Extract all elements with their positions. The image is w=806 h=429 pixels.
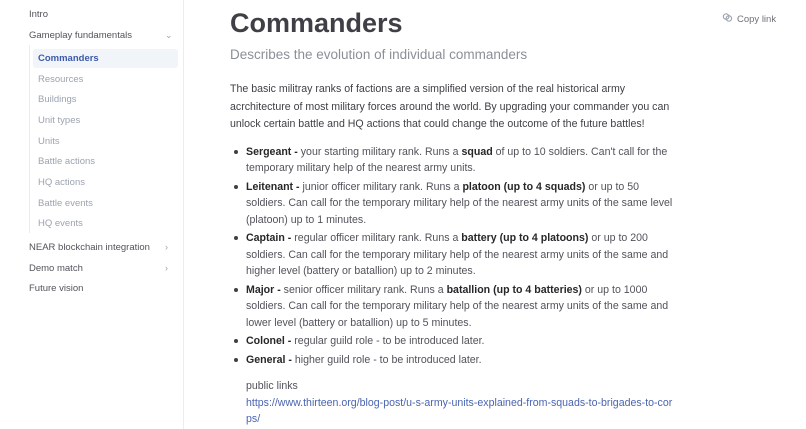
rank-name: General - xyxy=(246,353,292,366)
sidebar-subitem-hq-actions[interactable]: HQ actions xyxy=(38,177,85,188)
sidebar-item-near-blockchain[interactable]: NEAR blockchain integration xyxy=(29,242,150,253)
list-item xyxy=(230,352,675,369)
link-icon xyxy=(722,12,733,26)
list-item xyxy=(230,144,675,177)
sidebar-subitem-commanders[interactable]: Commanders xyxy=(33,49,178,68)
sidebar-item-intro[interactable]: Intro xyxy=(29,9,49,20)
rank-text: or up to 50 soldiers. Can call for the temporary military help of the nearest army units of the same level (platoon) up to 1 minutes. xyxy=(246,180,673,226)
rank-text: senior officer military rank. Runs a xyxy=(280,283,447,296)
list-item xyxy=(230,230,675,280)
rank-unit: battery (up to 4 platoons) xyxy=(461,232,589,244)
public-link[interactable]: https://www.thirteen.org/blog-post/u-s-army-units-explained-from-squads-to-brigades-to-corps/ xyxy=(246,396,673,425)
rank-text: regular guild role - to be introduced later. xyxy=(291,335,485,347)
rank-name: Sergeant - xyxy=(246,145,298,158)
list-item xyxy=(230,179,675,229)
rank-name: Colonel - xyxy=(246,335,292,347)
page-title: Commanders xyxy=(230,8,403,38)
sidebar-item-demo-match[interactable]: Demo match xyxy=(29,263,83,274)
sidebar-subitem-battle-events[interactable]: Battle events xyxy=(38,198,93,209)
sidebar-subitem-resources[interactable]: Resources xyxy=(38,74,84,85)
intro-paragraph: The basic militray ranks of factions are a simplified version of the real historical army acrchitecture of most military forces around the world. By upgrading your commander you can unlock certain battle and HQ actions that could change the outcome of the future battles! xyxy=(230,83,670,130)
rank-unit: squad xyxy=(461,145,493,158)
rank-text: higher guild role - to be introduced later. xyxy=(291,353,482,366)
ranks-list xyxy=(230,144,675,369)
sidebar-subitem-hq-events[interactable]: HQ events xyxy=(38,218,83,229)
sidebar-subitem-unit-types[interactable]: Unit types xyxy=(38,115,81,126)
rank-unit: batallion (up to 4 batteries) xyxy=(446,283,582,296)
rank-name: Captain - xyxy=(246,232,292,244)
rank-name: Major - xyxy=(246,283,281,296)
rank-text: your starting military rank. Runs a xyxy=(297,145,462,158)
sidebar-subitem-units[interactable]: Units xyxy=(38,136,60,147)
copy-link-button[interactable] xyxy=(722,12,776,26)
list-item xyxy=(230,333,675,350)
rank-unit: platoon (up to 4 squads) xyxy=(462,180,586,193)
sidebar-item-gameplay-fundamentals[interactable]: Gameplay fundamentals xyxy=(29,30,132,41)
page-subtitle: Describes the evolution of individual commanders xyxy=(230,47,528,62)
rank-name: Leitenant - xyxy=(246,180,300,193)
rank-text: of up to 10 soldiers. Can't call for the temporary military help of the nearest army units. xyxy=(246,145,668,174)
rank-text: junior officer military rank. Runs a xyxy=(299,180,463,193)
list-item xyxy=(230,282,675,332)
public-links-label: public links xyxy=(246,380,298,392)
public-links xyxy=(230,378,675,428)
rank-text: regular officer military rank. Runs a xyxy=(291,232,462,244)
rank-text: or up to 200 soldiers. Can call for the temporary military help of the nearest army units of the same and higher level (battery or batallion) up to 2 minutes. xyxy=(246,232,669,277)
page-content xyxy=(230,81,675,428)
copy-link-label: Copy link xyxy=(737,13,777,25)
chevron-right-icon[interactable]: › xyxy=(165,242,168,252)
subnav-line xyxy=(29,45,30,233)
sidebar-subitem-battle-actions[interactable]: Battle actions xyxy=(38,156,96,167)
rank-text: or up to 1000 soldiers. Can call for the temporary military help of the nearest army units of the same and lower level (battery or batallion) up to 5 minutes. xyxy=(246,283,669,329)
chevron-right-icon[interactable]: › xyxy=(165,263,168,273)
chevron-down-icon[interactable]: ⌄ xyxy=(165,30,173,40)
sidebar xyxy=(0,0,184,429)
sidebar-item-future-vision[interactable]: Future vision xyxy=(29,283,84,294)
sidebar-subitem-buildings[interactable]: Buildings xyxy=(38,94,77,105)
